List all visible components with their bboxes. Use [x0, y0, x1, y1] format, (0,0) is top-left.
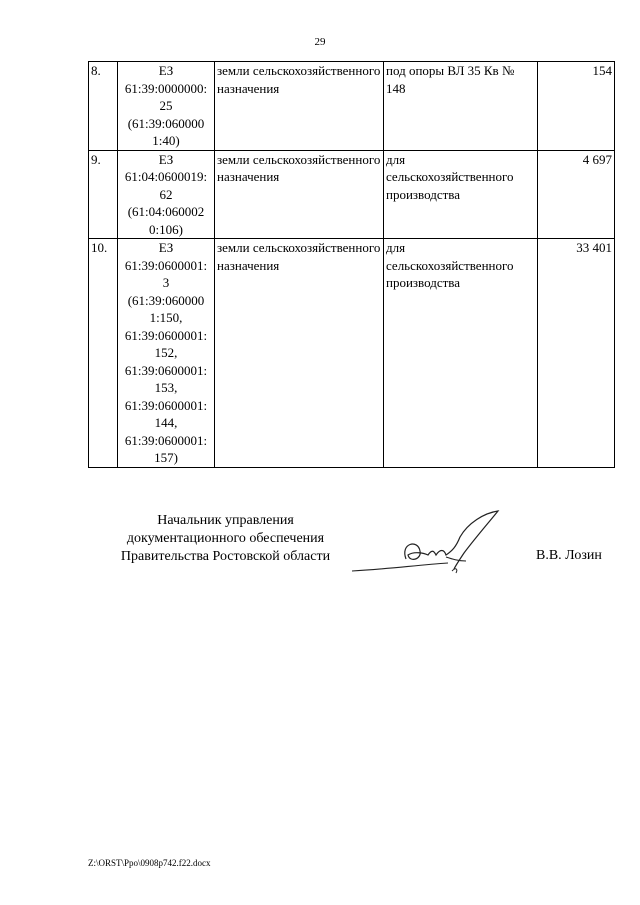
cadastral-line: 3	[162, 275, 170, 290]
permitted-use: для сельскохозяйственного производства	[384, 150, 538, 239]
cadastral-number-cell	[118, 239, 215, 468]
table-row	[89, 150, 615, 239]
land-category: земли сельскохозяйственного назначения	[215, 150, 384, 239]
cadastral-line: (61:39:060000	[127, 115, 205, 131]
land-category: земли сельскохозяйственного назначения	[215, 239, 384, 468]
signatory-title-line: Правительства Ростовской области	[120, 549, 331, 564]
plot-area: 154	[538, 62, 615, 151]
signatory-title-line: Начальник управления	[157, 513, 294, 528]
cadastral-line: 61:39:0600001:	[124, 397, 208, 413]
land-plots-table	[88, 61, 615, 468]
cadastral-line: ЕЗ	[158, 63, 174, 78]
cadastral-line: 62	[159, 186, 173, 202]
permitted-use: для сельскохозяйственного производства	[384, 239, 538, 468]
handwritten-signature	[348, 507, 508, 579]
cadastral-line: 157)	[154, 450, 178, 465]
cadastral-line: 25	[159, 98, 173, 113]
table-row	[89, 62, 615, 151]
table-row	[89, 239, 615, 468]
cadastral-number-cell	[118, 150, 215, 239]
cadastral-line: 61:39:0000000:	[124, 80, 208, 96]
cadastral-line: (61:39:060000	[127, 292, 205, 308]
file-path-footer: Z:\ORST\Ppo\0908p742.f22.docx	[88, 858, 211, 868]
page-number: 29	[314, 36, 326, 48]
plot-area: 4 697	[538, 150, 615, 239]
signatory-title-line: документационного обеспечения	[126, 531, 325, 546]
cadastral-line: 61:39:0600001:	[124, 362, 208, 378]
cadastral-line: 1:40)	[152, 133, 180, 148]
cadastral-line: 144,	[154, 415, 178, 430]
cadastral-line: 61:39:0600001:	[124, 257, 208, 273]
cadastral-line: (61:04:060002	[127, 204, 205, 219]
cadastral-number-cell	[118, 62, 215, 151]
signatory-name: В.В. Лозин	[536, 548, 602, 563]
cadastral-line: 61:39:0600001:	[124, 432, 208, 448]
permitted-use: под опоры ВЛ 35 Кв № 148	[384, 62, 538, 151]
cadastral-line: ЕЗ	[158, 151, 174, 167]
cadastral-line: 1:150,	[149, 310, 183, 325]
row-number: 8.	[89, 62, 118, 151]
cadastral-line: 61:39:0600001:	[124, 327, 208, 343]
cadastral-line: 153,	[154, 380, 178, 395]
row-number: 10.	[89, 239, 118, 468]
cadastral-line: 61:04:0600019:	[124, 169, 208, 184]
signatory-title	[88, 512, 363, 566]
cadastral-line: 152,	[154, 345, 178, 360]
cadastral-line: 0:106)	[149, 221, 183, 237]
land-category: земли сельскохозяйственного назначения	[215, 62, 384, 151]
plot-area: 33 401	[538, 239, 615, 468]
cadastral-line: ЕЗ	[158, 240, 174, 255]
row-number: 9.	[89, 150, 118, 239]
